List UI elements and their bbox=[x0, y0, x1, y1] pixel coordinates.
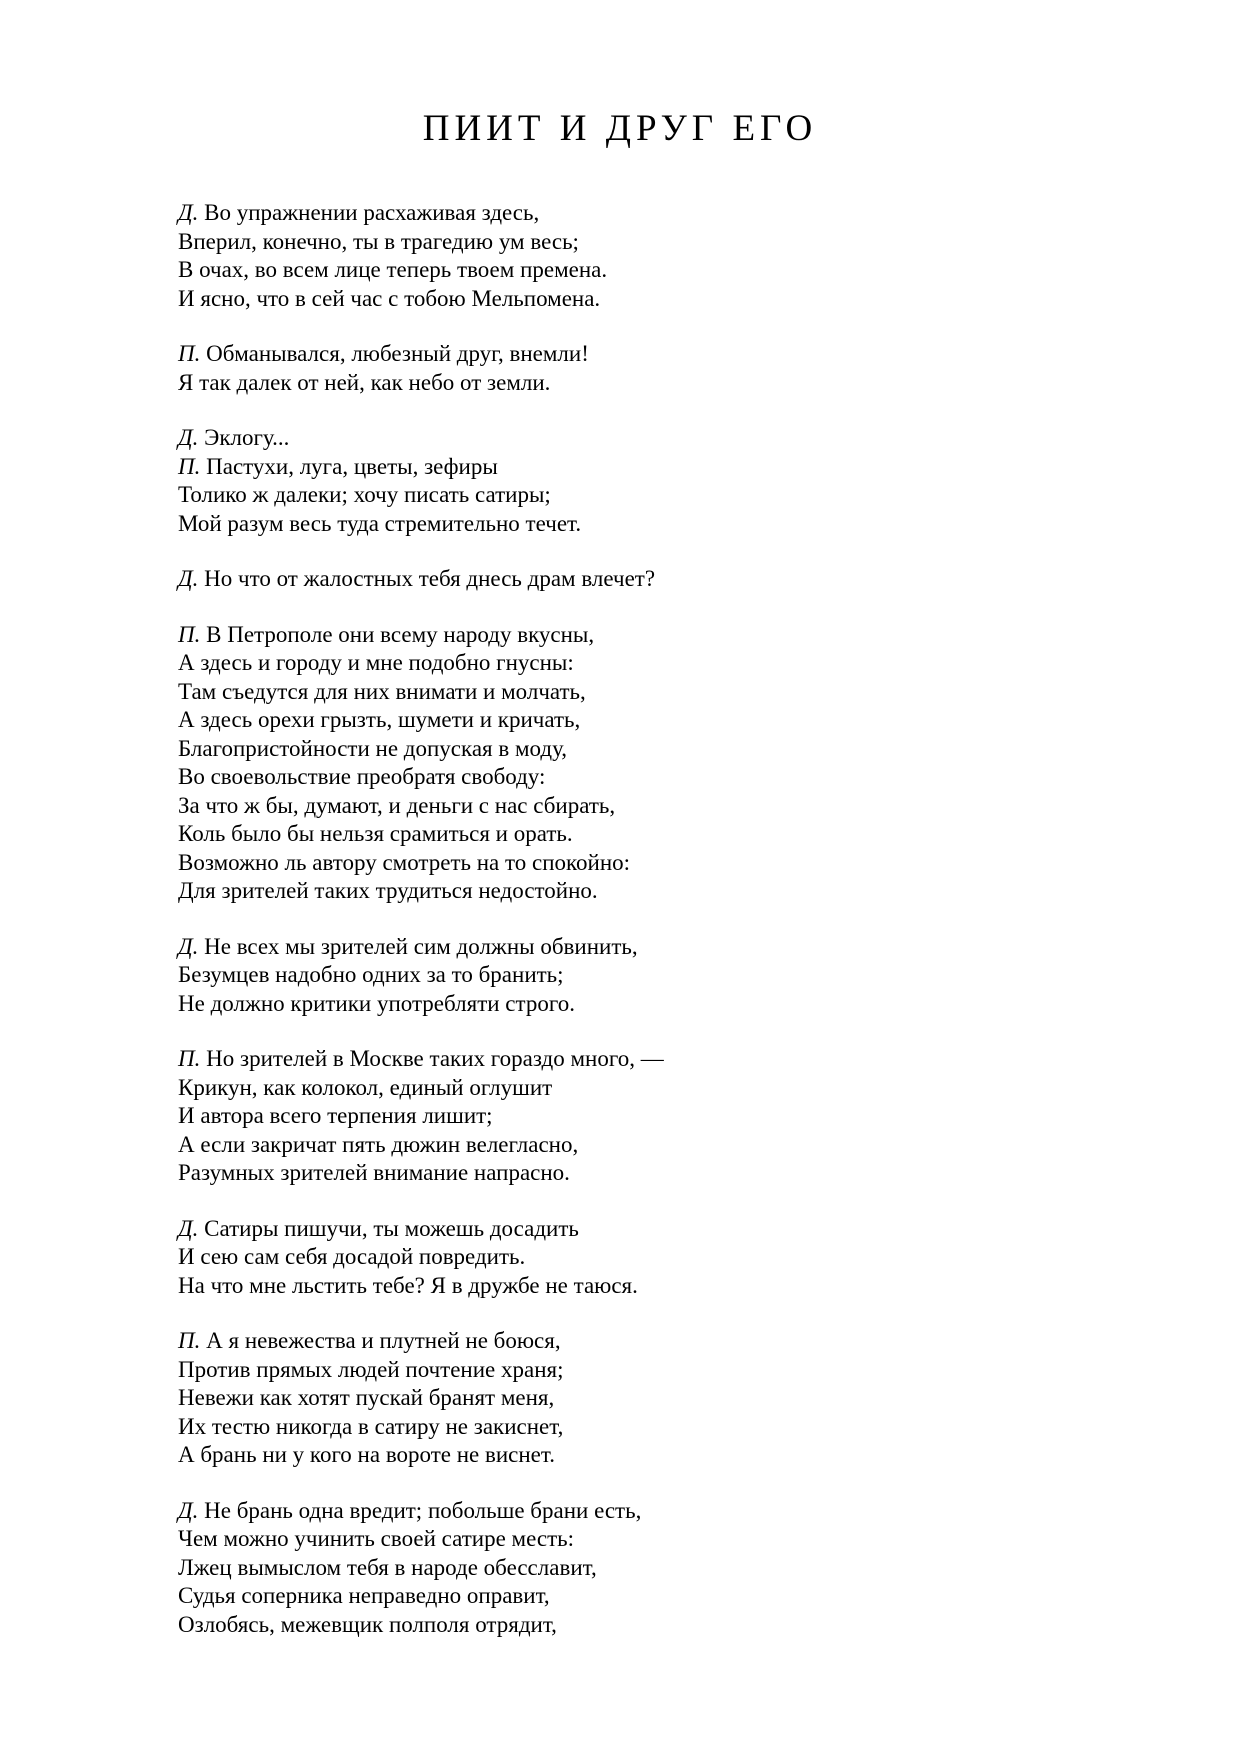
poem-line bbox=[178, 1497, 1178, 1526]
speaker-label: П. bbox=[178, 621, 201, 647]
line-text: Там съедутся для них внимати и молчать, bbox=[178, 678, 586, 704]
poem-line bbox=[178, 1356, 1178, 1385]
speaker-label: Д. bbox=[178, 933, 199, 959]
line-text: Коль было бы нельзя срамиться и орать. bbox=[178, 821, 573, 846]
line-text: Для зрителей таких трудиться недостойно. bbox=[178, 878, 598, 903]
poem-line bbox=[178, 256, 1178, 285]
poem-line bbox=[178, 678, 1178, 707]
speaker-label: Д. bbox=[178, 425, 199, 450]
poem-line bbox=[178, 565, 1178, 594]
speaker-label: П. bbox=[178, 1328, 201, 1353]
speaker-label: П. bbox=[178, 341, 201, 366]
speaker-label: Д. bbox=[178, 566, 199, 591]
poem-line bbox=[178, 649, 1178, 678]
poem-line bbox=[178, 877, 1178, 906]
line-text: Крикун, как колокол, единый оглушит bbox=[178, 1074, 553, 1100]
line-text: И ясно, что в сей час с тобою Мельпомена. bbox=[178, 285, 601, 311]
line-text: Не всех мы зрителей сим должны обвинить, bbox=[198, 933, 638, 959]
poem-line bbox=[178, 1243, 1178, 1272]
line-text: Благопристойности не допуская в моду, bbox=[178, 735, 568, 761]
line-text: Разумных зрителей внимание напрасно. bbox=[178, 1160, 570, 1185]
poem-line bbox=[178, 961, 1178, 990]
line-text: Но что от жалостных тебя днесь драм влечет? bbox=[198, 566, 656, 591]
line-text: Во своевольствие преобратя свободу: bbox=[178, 764, 546, 789]
stanza bbox=[178, 340, 1178, 397]
poem-line bbox=[178, 820, 1178, 849]
poem-line bbox=[178, 990, 1178, 1019]
stanza bbox=[178, 199, 1178, 313]
line-text: Их тестю никогда в сатиру не закиснет, bbox=[178, 1413, 564, 1439]
line-text: И сею сам себя досадой повредить. bbox=[178, 1244, 526, 1269]
poem-line bbox=[178, 340, 1178, 369]
line-text: За что ж бы, думают, и деньги с нас сбирать, bbox=[178, 792, 616, 818]
poem-line bbox=[178, 1074, 1178, 1103]
poem-line bbox=[178, 1045, 1178, 1074]
line-text: Не брань одна вредит; побольше брани есть, bbox=[198, 1497, 642, 1523]
line-text: Чем можно учинить своей сатире месть: bbox=[178, 1526, 575, 1551]
line-text: А здесь и городу и мне подобно гнусны: bbox=[178, 650, 574, 675]
poem-line bbox=[178, 285, 1178, 314]
poem-line bbox=[178, 1327, 1178, 1356]
poem-line bbox=[178, 1441, 1178, 1470]
speaker-label: П. bbox=[178, 453, 201, 479]
speaker-label: Д. bbox=[178, 200, 199, 225]
line-text: Судья соперника неправедно оправит, bbox=[178, 1583, 550, 1608]
poem-line bbox=[178, 424, 1178, 453]
line-text: Толико ж далеки; хочу писать сатиры; bbox=[178, 482, 551, 507]
poem-line bbox=[178, 933, 1178, 962]
poem-line bbox=[178, 369, 1178, 398]
stanza bbox=[178, 1215, 1178, 1301]
poem-line bbox=[178, 1554, 1178, 1583]
poem-line bbox=[178, 763, 1178, 792]
stanza bbox=[178, 1497, 1178, 1640]
stanza bbox=[178, 1045, 1178, 1188]
line-text: Обманывался, любезный друг, внемли! bbox=[200, 341, 589, 366]
stanza bbox=[178, 621, 1178, 906]
poem-line bbox=[178, 481, 1178, 510]
line-text: Против прямых людей почтение храня; bbox=[178, 1356, 564, 1382]
poem-line bbox=[178, 228, 1178, 257]
line-text: Не должно критики употребляти строго. bbox=[178, 990, 575, 1016]
poem-line bbox=[178, 1159, 1178, 1188]
poem-body bbox=[178, 199, 1178, 1666]
line-text: На что мне льстить тебе? Я в дружбе не таюся. bbox=[178, 1272, 638, 1298]
stanza bbox=[178, 565, 1178, 594]
poem-line bbox=[178, 1525, 1178, 1554]
poem-line bbox=[178, 1102, 1178, 1131]
poem-line bbox=[178, 1413, 1178, 1442]
line-text: Возможно ль автору смотреть на то спокойно: bbox=[178, 849, 631, 875]
line-text: Эклогу... bbox=[198, 425, 290, 450]
poem-line bbox=[178, 510, 1178, 539]
poem-line bbox=[178, 1272, 1178, 1301]
line-text: Пастухи, луга, цветы, зефиры bbox=[200, 453, 498, 479]
line-text: Но зрителей в Москве таких гораздо много, — bbox=[200, 1046, 664, 1071]
line-text: Вперил, конечно, ты в трагедию ум весь; bbox=[178, 228, 579, 254]
line-text: В Петрополе они всему народу вкусны, bbox=[200, 621, 595, 647]
line-text: Во упражнении расхаживая здесь, bbox=[198, 200, 540, 225]
line-text: А я невежества и плутней не боюся, bbox=[200, 1328, 561, 1353]
poem-line bbox=[178, 1582, 1178, 1611]
line-text: И автора всего терпения лишит; bbox=[178, 1103, 493, 1128]
poem-line bbox=[178, 1611, 1178, 1640]
line-text: Безумцев надобно одних за то бранить; bbox=[178, 962, 564, 987]
line-text: А брань ни у кого на вороте не виснет. bbox=[178, 1442, 555, 1467]
poem-line bbox=[178, 849, 1178, 878]
stanza bbox=[178, 424, 1178, 538]
poem-line bbox=[178, 735, 1178, 764]
line-text: А здесь орехи грызть, шумети и кричать, bbox=[178, 707, 581, 732]
page-title: ПИИТ И ДРУГ ЕГО bbox=[422, 108, 818, 149]
line-text: Невежи как хотят пускай бранят меня, bbox=[178, 1385, 555, 1410]
speaker-label: Д. bbox=[178, 1215, 199, 1241]
line-text: А если закричат пять дюжин велегласно, bbox=[178, 1131, 579, 1157]
poem-line bbox=[178, 621, 1178, 650]
line-text: В очах, во всем лице теперь твоем премена. bbox=[178, 257, 608, 282]
poem-line bbox=[178, 1131, 1178, 1160]
poem-line bbox=[178, 706, 1178, 735]
poem-line bbox=[178, 453, 1178, 482]
line-text: Сатиры пишучи, ты можешь досадить bbox=[198, 1215, 579, 1241]
line-text: Озлобясь, межевщик полполя отрядит, bbox=[178, 1611, 557, 1637]
poem-line bbox=[178, 1215, 1178, 1244]
line-text: Лжец вымыслом тебя в народе обесславит, bbox=[178, 1554, 597, 1580]
stanza bbox=[178, 1327, 1178, 1470]
poem-line bbox=[178, 792, 1178, 821]
line-text: Мой разум весь туда стремительно течет. bbox=[178, 510, 582, 536]
line-text: Я так далек от ней, как небо от земли. bbox=[178, 369, 551, 395]
stanza bbox=[178, 933, 1178, 1019]
speaker-label: П. bbox=[178, 1046, 201, 1071]
speaker-label: Д. bbox=[178, 1497, 199, 1523]
poem-line bbox=[178, 1384, 1178, 1413]
poem-line bbox=[178, 199, 1178, 228]
